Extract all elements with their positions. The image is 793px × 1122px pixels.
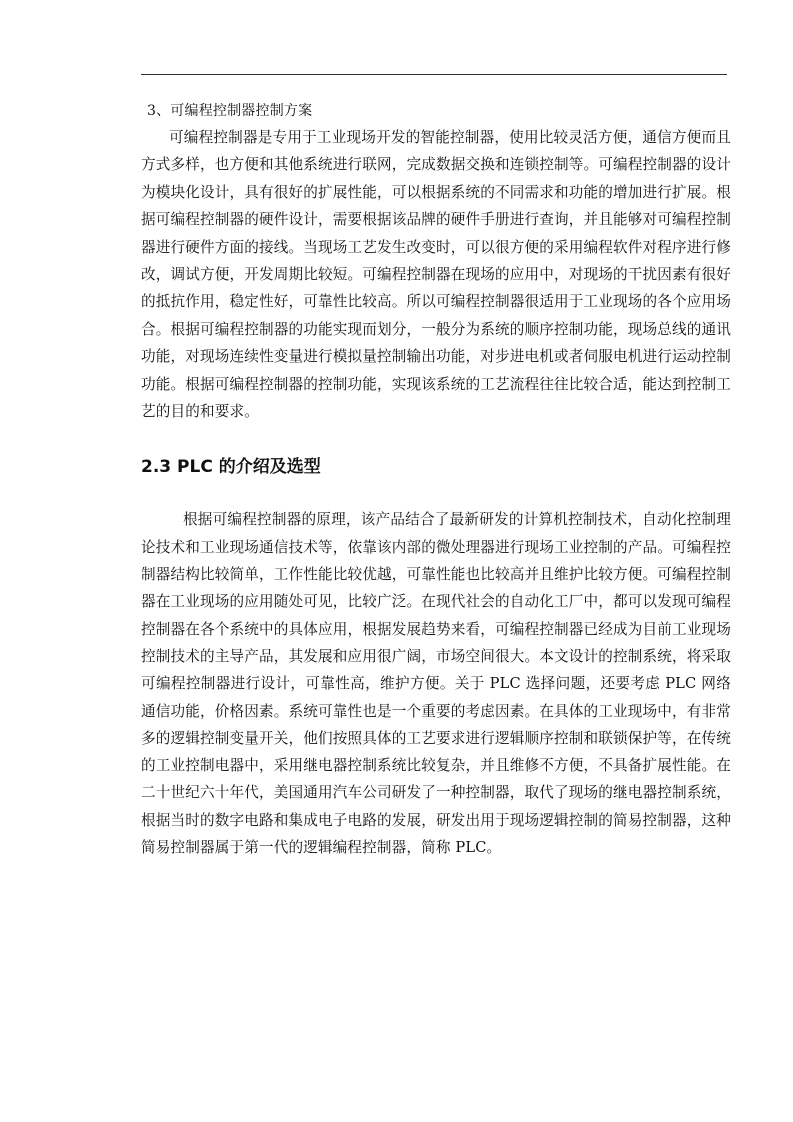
paragraph-plc-control-scheme: 可编程控制器是专用于工业现场开发的智能控制器，使用比较灵活方便，通信方便而且方式多样，也方便和其他系统进行联网，完成数据交换和连锁控制等。可编程控制器的设计为模块化设计，具有很好的扩展性能，可以根据系统的不同需求和功能的增加进行扩展。根据可编程控制器的硬件设计，需要根据该品牌的硬件手册进行查询，并且能够对可编程控制器进行硬件方面的接线。当现场工艺发生改变时，可以很方便的采用编程软件对程序进行修改，调试方便，开发周期比较短。可编程控制器在现场的应用中，对现场的干扰因素有很好的抵抗作用，稳定性好，可靠性比较高。所以可编程控制器很适用于工业现场的各个应用场合。根据可编程控制器的功能实现而划分，一般分为系统的顺序控制功能，现场总线的通讯功能，对现场连续性变量进行模拟量控制输出功能，对步进电机或者伺服电机进行运动控制功能。根据可编程控制器的控制功能，实现该系统的工艺流程往往比较合适，能达到控制工艺的目的和要求。 (141, 129, 731, 421)
section-title: 2.3 PLC 的介绍及选型 (141, 457, 321, 478)
paragraph-plc-introduction: 根据可编程控制器的原理，该产品结合了最新研发的计算机控制技术，自动化控制理论技术和工业现场通信技术等，依靠该内部的微处理器进行现场工业控制的产品。可编程控制器结构比较简单，工作性能比较优越，可靠性能也比较高并且维护比较方便。可编程控制器在工业现场的应用随处可见，比较广泛。在现代社会的自动化工厂中，都可以发现可编程控制器在各个系统中的具体应用，根据发展趋势来看，可编程控制器已经成为目前工业现场控制技术的主导产品，其发展和应用很广阔，市场空间很大。本文设计的控制系统，将采取可编程控制器进行设计，可靠性高，维护方便。关于 PLC 选择问题，还要考虑 PLC 网络通信功能，价格因素。系统可靠性也是一个重要的考虑因素。在具体的工业现场中，有非常多的逻辑控制变量开关，他们按照具体的工艺要求进行逻辑顺序控制和联锁保护等，在传统的工业控制电器中，采用继电器控制系统比较复杂，并且维修不方便，不具备扩展性能。在二十世纪六十年代，美国通用汽车公司研发了一种控制器，取代了现场的继电器控制系统，根据当时的数字电路和集成电子电路的发展，研发出用于现场逻辑控制的简易控制器，这种简易控制器属于第一代的逻辑编程控制器，简称 PLC。 (141, 511, 731, 857)
subheading: 3、可编程控制器控制方案 (147, 103, 313, 119)
header-rule (141, 74, 727, 75)
page-content (141, 100, 731, 861)
